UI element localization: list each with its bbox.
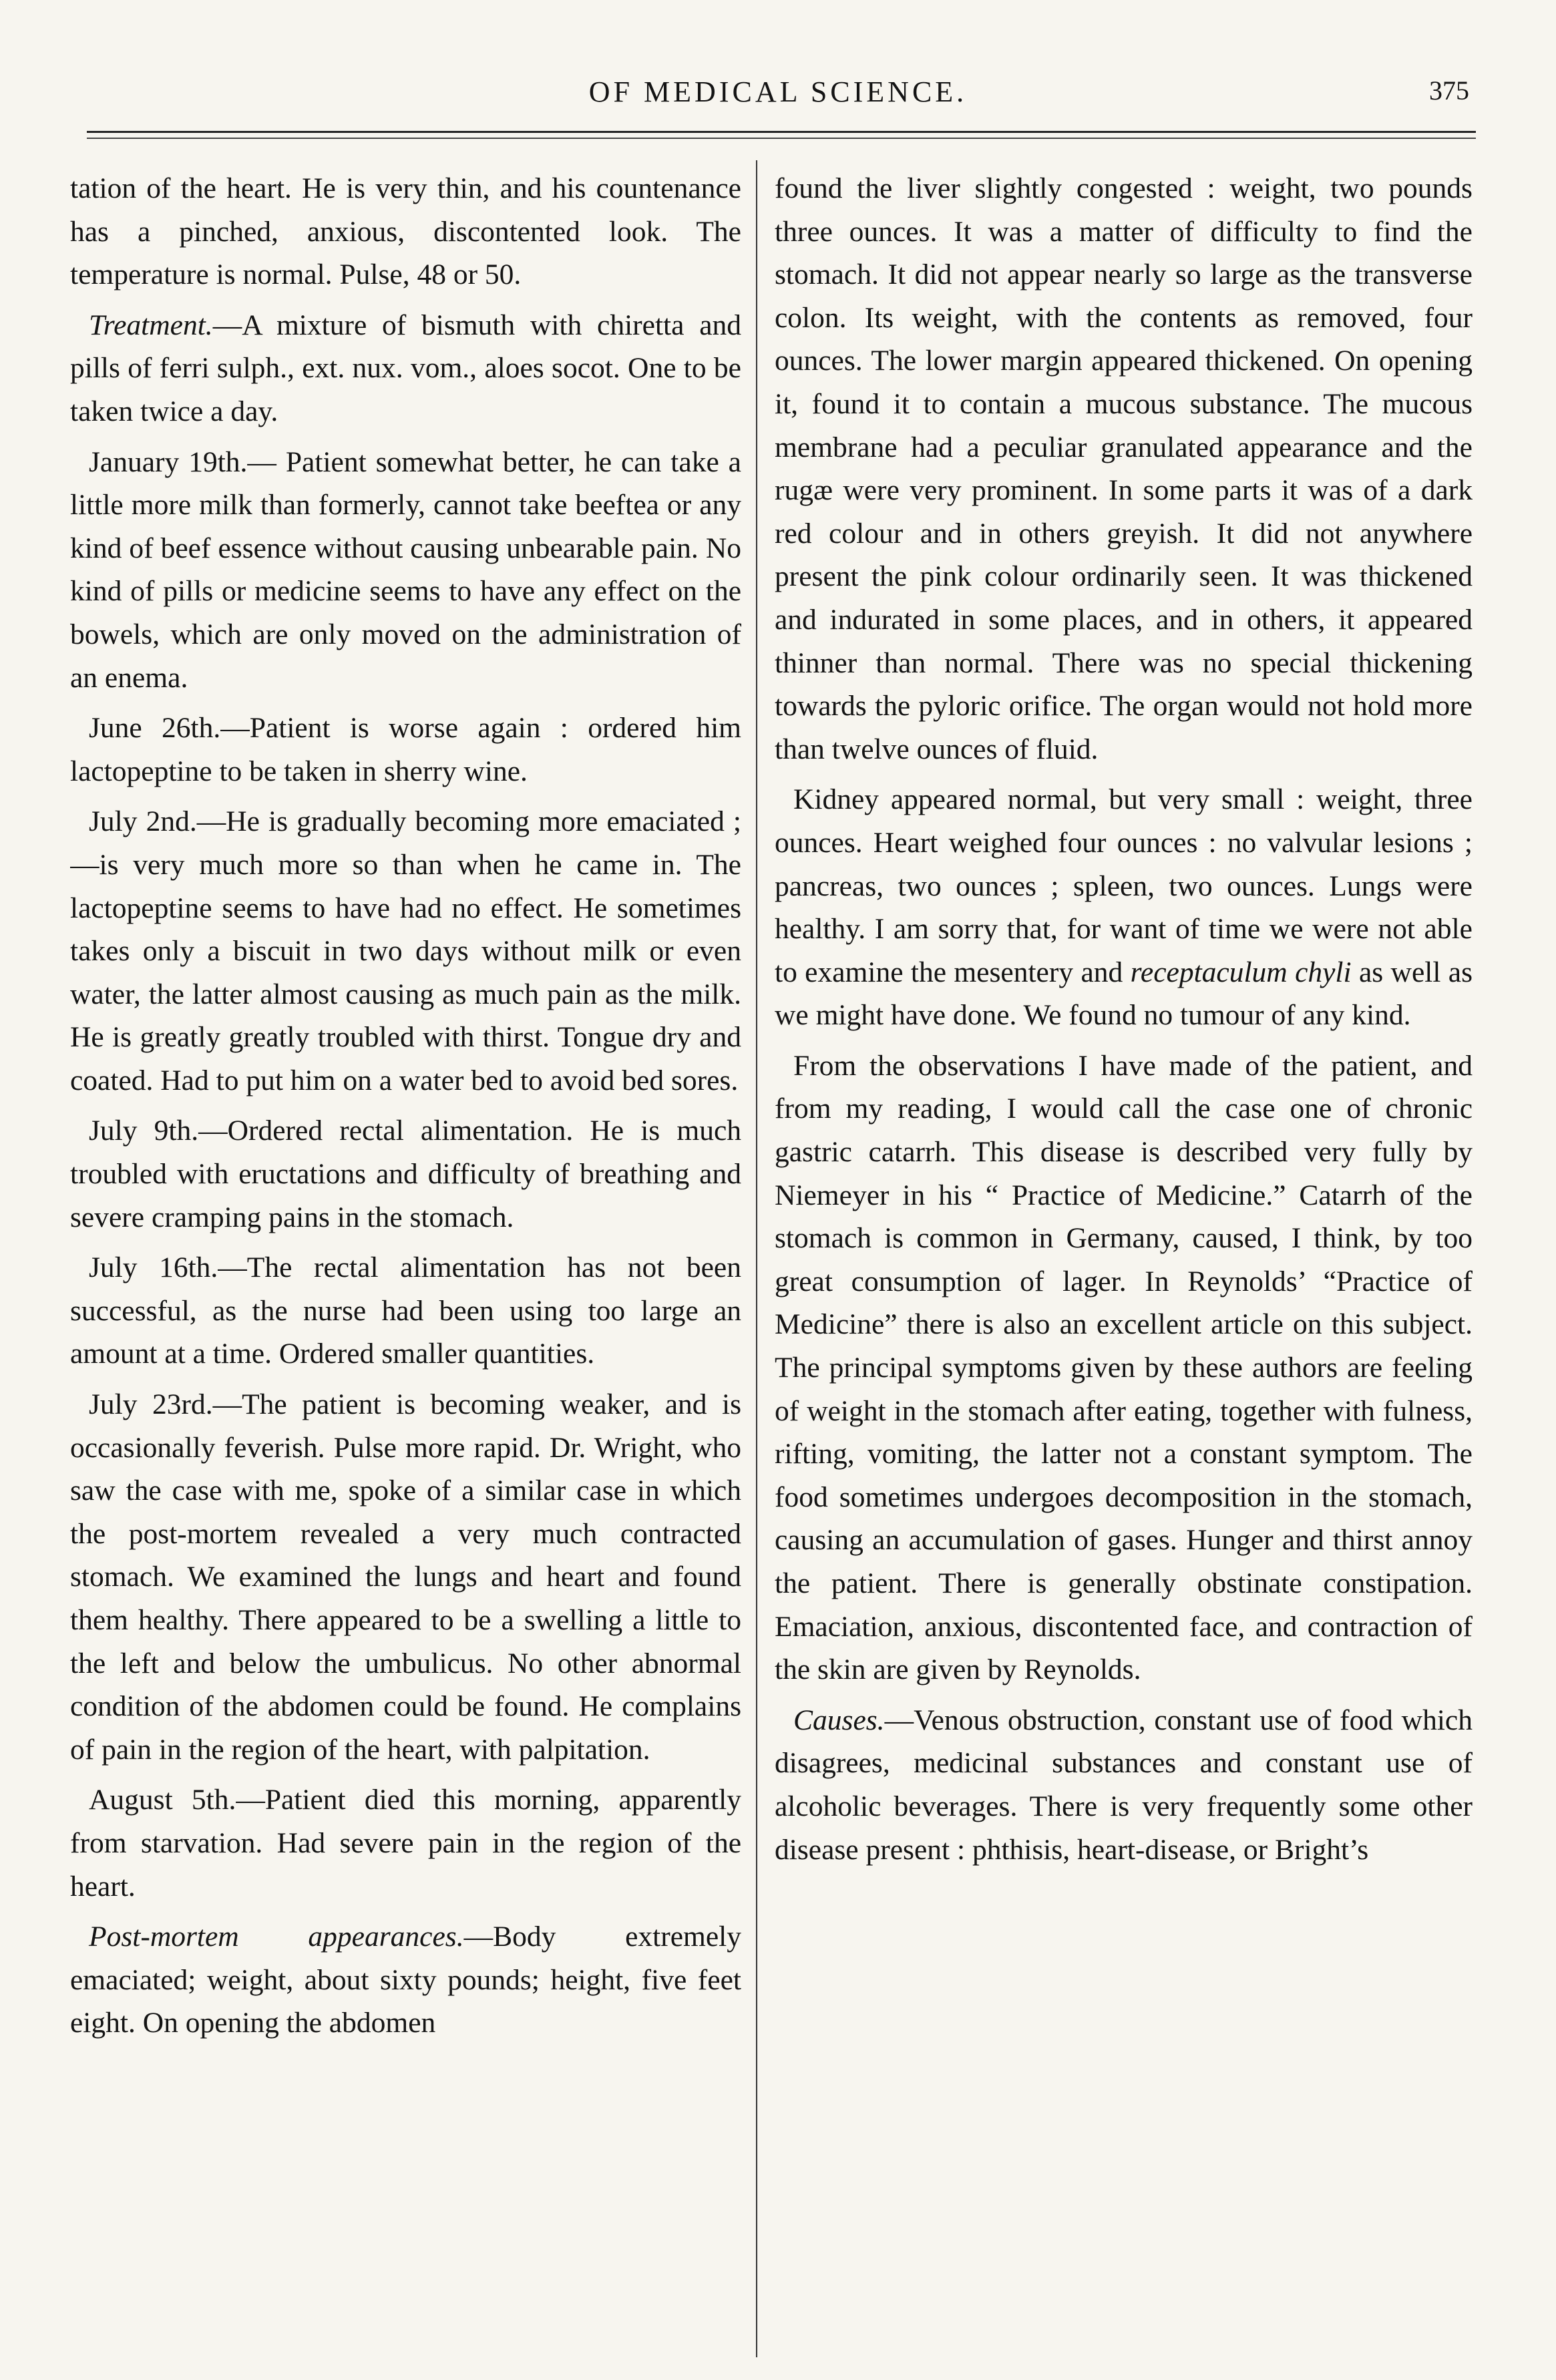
paragraph: July 23rd.—The patient is becoming weaker, and is occasionally feverish. Pulse more rapid. Dr. Wright, who saw the case with me, spoke of a similar case in which the post-mortem revealed a very much contracted stomach. We examined the lungs and heart and found them healthy. There appeared to be a swelling a little to the left and below the umbulicus. No other abnormal condition of the abdomen could be found. He complains of pain in the region of the heart, with palpitation. [70, 1388, 741, 1766]
paragraph: found the liver slightly congested : weight, two pounds three ounces. It was a matter of difficulty to find the stomach. It did not appear nearly so large as the transverse colon. Its weight, with the contents as removed, four ounces. The lower margin appeared thickened. On opening it, found it to contain a mucous substance. The mucous membrane had a peculiar granulated appearance and the rugæ were very prominent. In some parts it was of a dark red colour and in others greyish. It did not anywhere present the pink colour ordinarily seen. It was thickened and indurated in some places, and in others, it appeared thinner than normal. There was no special thickening towards the pyloric orifice. The organ would not hold more than twelve ounces of fluid. [775, 172, 1473, 765]
right-column [775, 167, 1473, 2344]
paragraph: Treatment.—A mixture of bismuth with chiretta and pills of ferri sulph., ext. nux. vom., aloes socot. One to be taken twice a day. [70, 309, 741, 427]
paragraph: June 26th.—Patient is worse again : ordered him lactopeptine to be taken in sherry wine. [70, 712, 741, 787]
paragraph: tation of the heart. He is very thin, and his countenance has a pinched, anxious, discontented look. The temperature is normal. Pulse, 48 or 50. [70, 172, 741, 291]
paragraph: From the observations I have made of the patient, and from my reading, I would call the case one of chronic gastric catarrh. This disease is described very fully by Niemeyer in his “ Practice of Medicine.” Catarrh of the stomach is common in Germany, caused, I think, by too great consumption of lager. In Reynolds’ “Practice of Medicine” there is also an excellent article on this subject. The principal symptoms given by these authors are feeling of weight in the stomach after eating, together with fulness, rifting, vomiting, the latter not a constant symptom. The food sometimes undergoes decomposition in the stomach, causing an accumulation of gases. Hunger and thirst annoy the patient. There is generally obstinate constipation. Emaciation, anxious, discontented face, and contraction of the skin are given by Reynolds. [775, 1049, 1473, 1686]
page-number: 375 [1429, 75, 1469, 106]
paragraph: Kidney appeared normal, but very small : weight, three ounces. Heart weighed four ounces : no valvular lesions ; pancreas, two ounces ; spleen, two ounces. Lungs were healthy. I am sorry that, for want of time we were not able to examine the mesentery and receptaculum chyli as well as we might have done. We found no tumour of any kind. [775, 783, 1473, 1032]
running-title: OF MEDICAL SCIENCE. [588, 75, 968, 108]
paragraph: Causes.—Venous obstruction, constant use of food which disagrees, medicinal substances and constant use of alcoholic beverages. There is very frequently some other disease present : phthisis, heart-disease, or Bright’s [775, 1704, 1473, 1866]
paragraph: August 5th.—Patient died this morning, apparently from starvation. Had severe pain in the region of the heart. [70, 1784, 741, 1903]
paragraph: Post-mortem appearances.—Body extremely emaciated; weight, about sixty pounds; height, five feet eight. On opening the abdomen [70, 1921, 741, 2039]
paragraph: January 19th.— Patient somewhat better, he can take a little more milk than formerly, cannot take beeftea or any kind of beef essence without causing unbearable pain. No kind of pills or medicine seems to have any effect on the bowels, which are only moved on the administration of an enema. [70, 445, 741, 694]
section-lead: Treatment. [89, 309, 213, 341]
left-column [70, 167, 741, 2344]
paragraph: July 9th.—Ordered rectal alimentation. He is much troubled with eructations and difficulty of breathing and severe cramping pains in the stomach. [70, 1115, 741, 1233]
section-lead: Causes. [793, 1704, 885, 1736]
header-rule-secondary [87, 138, 1476, 139]
section-lead: Post-mortem appearances. [89, 1921, 464, 1953]
italic-term: receptaculum chyli [1130, 956, 1352, 988]
paragraph: July 16th.—The rectal alimentation has not been successful, as the nurse had been using too large an amount at a time. Ordered smaller quantities. [70, 1251, 741, 1370]
running-head [73, 75, 1483, 115]
paragraph: July 2nd.—He is gradually becoming more emaciated ;—is very much more so than when he came in. The lactopeptine seems to have had no effect. He sometimes takes only a biscuit in two days without milk or even water, the latter almost causing as much pain as the milk. He is greatly greatly troubled with thirst. Tongue dry and coated. Had to put him on a water bed to avoid bed sores. [70, 805, 741, 1097]
column-divider [756, 160, 757, 2357]
header-rule [87, 131, 1476, 133]
